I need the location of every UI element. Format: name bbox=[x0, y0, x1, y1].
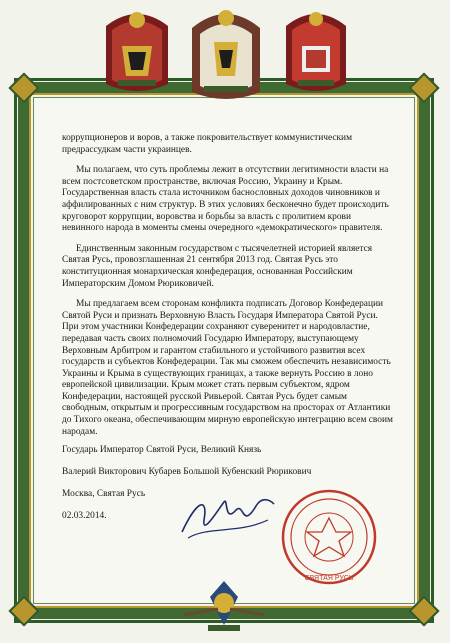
paragraph: коррупционеров и воров, а также покровительствует коммунистическим предрассудкам части украинцев. bbox=[62, 133, 352, 155]
coat-of-arms-icon bbox=[98, 6, 176, 96]
coat-of-arms-icon bbox=[186, 6, 266, 106]
paragraph: Мы предлагаем всем сторонам конфликта подписать Договор Конфедерации Святой Руси и признать Верховную Власть Государя Императора Святой Руси. При этом участники Конфедерации сохраняют суверенитет и народовластие, передавая часть своих полномочий Государю Императору, выступающему Верховным Арбитром и гарантом стабильного и устойчивого развития всех государств и субъектов Конфедерации. Так мы сможем обеспечить независимость Украины и Крыма в существующих границах, а также вернуть Россию в лоно европейской цивилизации. Крым может стать первым субъектом, ядром Конфедерации, настоящей русской Ривьерой. Святая Русь будет самым свободным, открытым и прогрессивным государством на просторах от Атлантики до Тихого океана, обеспечивающим мирную европейскую интеграцию всем своим народам. bbox=[62, 299, 393, 437]
paragraph: Единственным законным государством с тысячелетней историей является Святая Русь, провозглашенная 21 сентября 2013 год. Святая Русь это конституционная монархическая конфедерация, основанная Российским Императорским Домом Рюриковичей. bbox=[62, 243, 373, 289]
seal-icon bbox=[280, 488, 378, 591]
closing-title: Государь Император Святой Руси, Великий Князь bbox=[62, 445, 262, 455]
letter-body bbox=[62, 133, 394, 447]
date-text: 02.03.2014. bbox=[62, 511, 107, 521]
signatory-name: Валерий Викторович Кубарев Большой Кубенский Рюрикович bbox=[62, 467, 312, 477]
place-text: Москва, Святая Русь bbox=[62, 489, 146, 499]
emblem-icon bbox=[178, 575, 270, 642]
paragraph: Мы полагаем, что суть проблемы лежит в отсутствии легитимности власти на всем постсоветском пространстве, включая Россию, Украину и Крым. Государственная власть стала источником баснословных доходов чиновников и аффилированных с ним структур. В этих условиях бесконечно будет происходить круговорот коррупции, воровства и борьбы за власть с пролитием крови невинного народа в моменты смены очередного «демократического» правителя. bbox=[62, 165, 389, 234]
seal-text: СВЯТАЯ РУСЬ bbox=[304, 575, 354, 582]
signature-icon bbox=[178, 490, 278, 550]
coat-of-arms-icon bbox=[280, 6, 352, 96]
